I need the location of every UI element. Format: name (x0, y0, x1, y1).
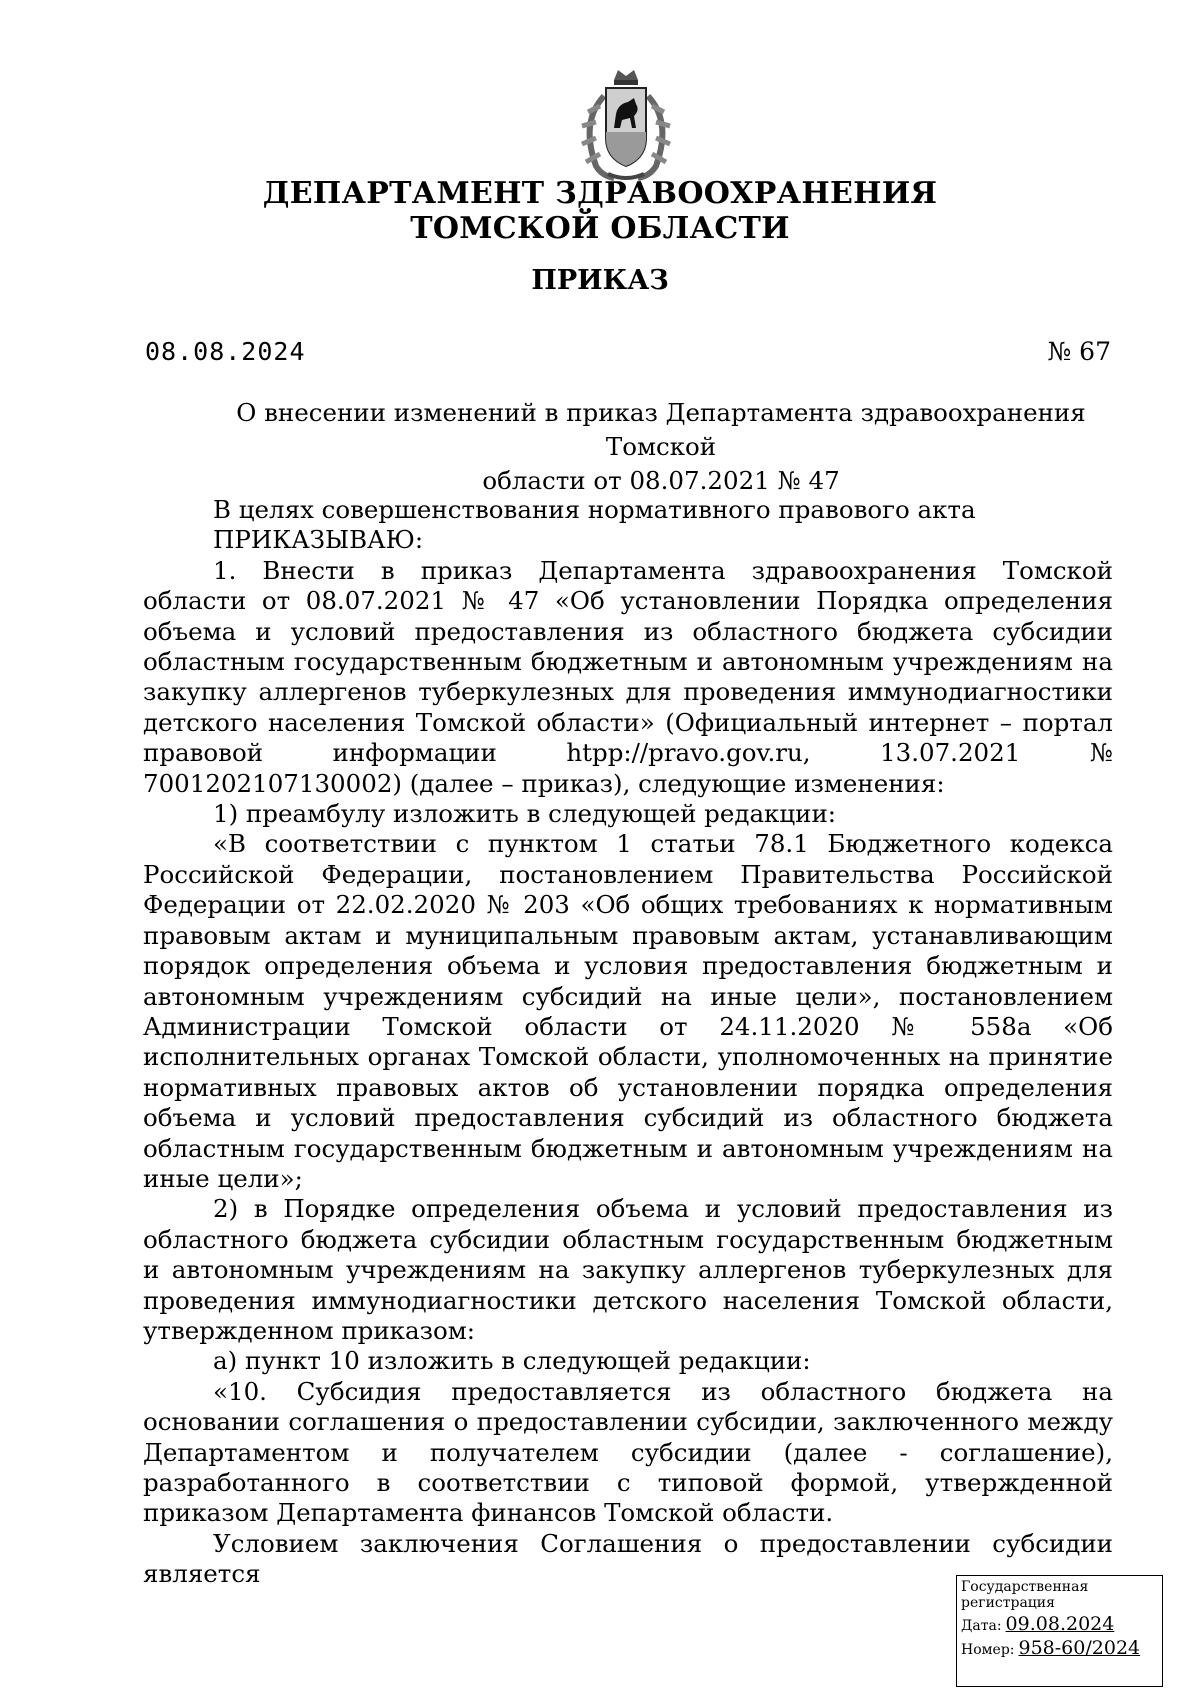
paragraph-condition: Условием заключения Соглашения о предоставлении субсидии является (143, 1528, 1113, 1589)
paragraph-order-word: ПРИКАЗЫВАЮ: (213, 525, 424, 555)
stamp-number-label: Номер: (961, 1642, 1015, 1658)
stamp-date-row (957, 1611, 1162, 1635)
coat-of-arms-icon (574, 66, 678, 184)
paragraph-item-1: 1. Внести в приказ Департамента здравоохранения Томской области от 08.07.2021 № 47 «Об установлении Порядка определения объема и условий предоставления из областного бюджета субсидии областным государственным бюджетным и автономным учреждениям на закупку аллергенов туберкулезных для проведения иммунодиагностики детского населения Томской области» (Официальный интернет – портал правовой информации htpp://pravo.gov.ru, 13.07.2021 № 7001202107130002) (далее – приказ), следующие изменения: (143, 555, 1113, 798)
stamp-date-label: Дата: (961, 1618, 1002, 1634)
document-body (143, 495, 1113, 1590)
stamp-number-row (957, 1635, 1162, 1659)
paragraph-purpose: В целях совершенствования нормативного правового акта (213, 495, 976, 524)
organization-name-line1: ДЕПАРТАМЕНТ ЗДРАВООХРАНЕНИЯ (262, 176, 938, 211)
document-type: ПРИКАЗ (531, 265, 669, 296)
paragraph-item-1-1: 1) преамбулу изложить в следующей редакции: (213, 799, 837, 829)
stamp-number-value: 958-60/2024 (1018, 1637, 1141, 1659)
stamp-date-value: 09.08.2024 (1005, 1613, 1115, 1635)
subject-line2: области от 08.07.2021 № 47 (482, 466, 840, 495)
organization-name-line2: ТОМСКОЙ ОБЛАСТИ (410, 211, 790, 246)
subject-line1: О внесении изменений в приказ Департамента здравоохранения Томской (236, 398, 1086, 461)
document-number: № 67 (1047, 337, 1111, 366)
paragraph-point-10: «10. Субсидия предоставляется из областного бюджета на основании соглашения о предоставлении субсидии, заключенного между Департаментом и получателем субсидии (далее - соглашение), разработанного в соответствии с типовой формой, утвержденной приказом Департамента финансов Томской области. (143, 1376, 1113, 1528)
registration-stamp (956, 1575, 1163, 1687)
document-subject (210, 396, 1112, 498)
paragraph-preamble: «В соответствии с пунктом 1 статьи 78.1 Бюджетного кодекса Российской Федерации, постановлением Правительства Российской Федерации от 22.02.2020 № 203 «Об общих требованиях к нормативным правовым актам и муниципальным правовым актам, устанавливающим порядок определения объема и условия предоставления бюджетным и автономным учреждениям субсидий на иные цели», постановлением Администрации Томской области от 24.11.2020 № 558а «Об исполнительных органах Томской области, уполномоченных на принятие нормативных правовых актов об установлении порядка определения объема и условий предоставления субсидий из областного бюджета областным государственным бюджетным и автономным учреждениям на иные цели»; (143, 829, 1113, 1193)
document-date: 08.08.2024 (145, 337, 306, 366)
paragraph-item-a: а) пункт 10 изложить в следующей редакции: (213, 1346, 811, 1376)
stamp-title: Государственная регистрация (961, 1579, 1089, 1611)
paragraph-item-1-2: 2) в Порядке определения объема и условий предоставления из областного бюджета субсидии областным государственным бюджетным и автономным учреждениям на закупку аллергенов туберкулезных для проведения иммунодиагностики детского населения Томской области, утвержденном приказом: (143, 1194, 1113, 1345)
